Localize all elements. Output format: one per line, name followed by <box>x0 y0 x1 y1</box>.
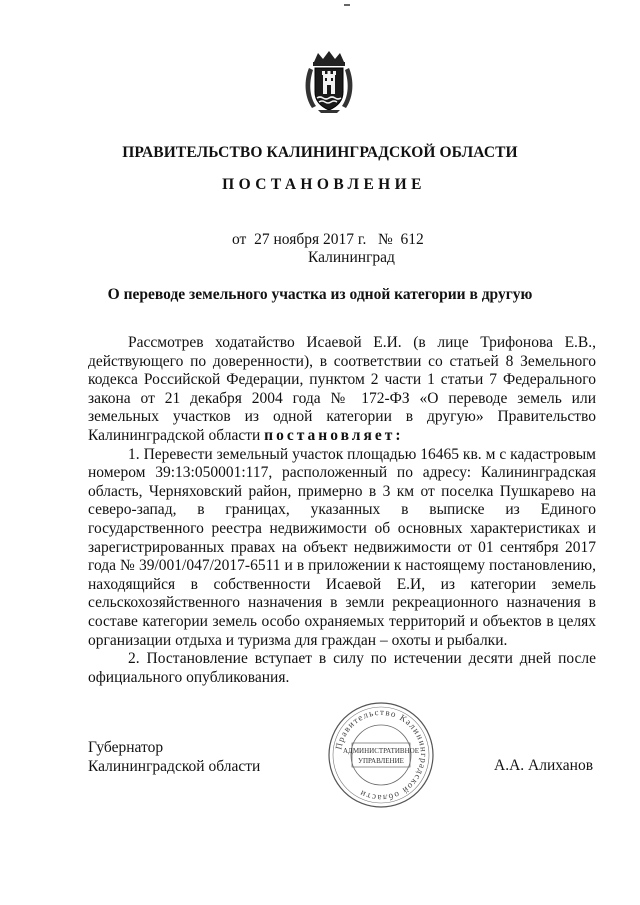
date-line <box>232 231 424 249</box>
signer-position <box>88 739 260 776</box>
date-prefix: от <box>232 231 247 248</box>
intro-text: Рассмотрев ходатайство Исаевой Е.И. (в лице Трифонова Е.В., действующего по доверенности), в соответствии со статьей 8 Земельного кодекса Российской Федерации, пунктом 2 части 1 статьи 7 Федерального закона от 21 декабря 2004 года № 172-ФЗ «О переводе земель или земельных участков из одной категории в другую» Правительство Калининградской области <box>88 334 596 444</box>
signer-position-line2: Калининградской области <box>88 757 261 775</box>
signer-name: А.А. Алиханов <box>494 757 594 774</box>
authority-heading: ПРАВИТЕЛЬСТВО КАЛИНИНГРАДСКОЙ ОБЛАСТИ <box>122 144 518 161</box>
stamp-center-line1: АДМИНИСТРАТИВНОЕ <box>343 747 419 755</box>
document-title: О переводе земельного участка из одной категории в другую <box>107 286 533 303</box>
stamp-ring-text: Правительство Калининградской области <box>333 706 430 804</box>
document-date: 27 ноября 2017 г. <box>254 231 367 248</box>
resolves-word: постановляет: <box>264 426 404 444</box>
item-2-paragraph: 2. Постановление вступает в силу по истечении десяти дней после официального опубликования. <box>88 650 596 686</box>
document-body <box>88 334 596 687</box>
coat-of-arms-icon <box>304 50 354 114</box>
document-number: 612 <box>400 231 424 248</box>
number-sign: № <box>377 231 393 248</box>
item-1-paragraph: 1. Перевести земельный участок площадью 16465 кв. м с кадастровым номером 39:13:050001:117, расположенный по адресу: Калининградская область, Черняховский район, примерно в 3 км от поселка Пушкарево на северо-запад, в границах, указанных в выписке из Единого государственного реестра недвижимости об основных характеристиках и зарегистрированных правах на объект недвижимости от 01 сентября 2017 года № 39/001/047/2017-6511 и в приложении к настоящему постановлению, находящийся в собственности Исаевой Е.И, из категории земель сельскохозяйственного назначения в земли рекреационного назначения в составе категории земель особо охраняемых территорий и объектов в целях организации отдыха и туризма для граждан – охоты и рыбалки. <box>88 445 596 649</box>
document-city: Калининград <box>308 249 395 266</box>
stamp-center-line2: УПРАВЛЕНИЕ <box>358 757 404 765</box>
intro-paragraph <box>88 334 596 446</box>
scan-mark <box>344 4 350 6</box>
official-stamp <box>326 700 436 810</box>
document-type-heading: ПОСТАНОВЛЕНИЕ <box>222 176 426 193</box>
signer-position-line1: Губернатор <box>88 739 164 756</box>
